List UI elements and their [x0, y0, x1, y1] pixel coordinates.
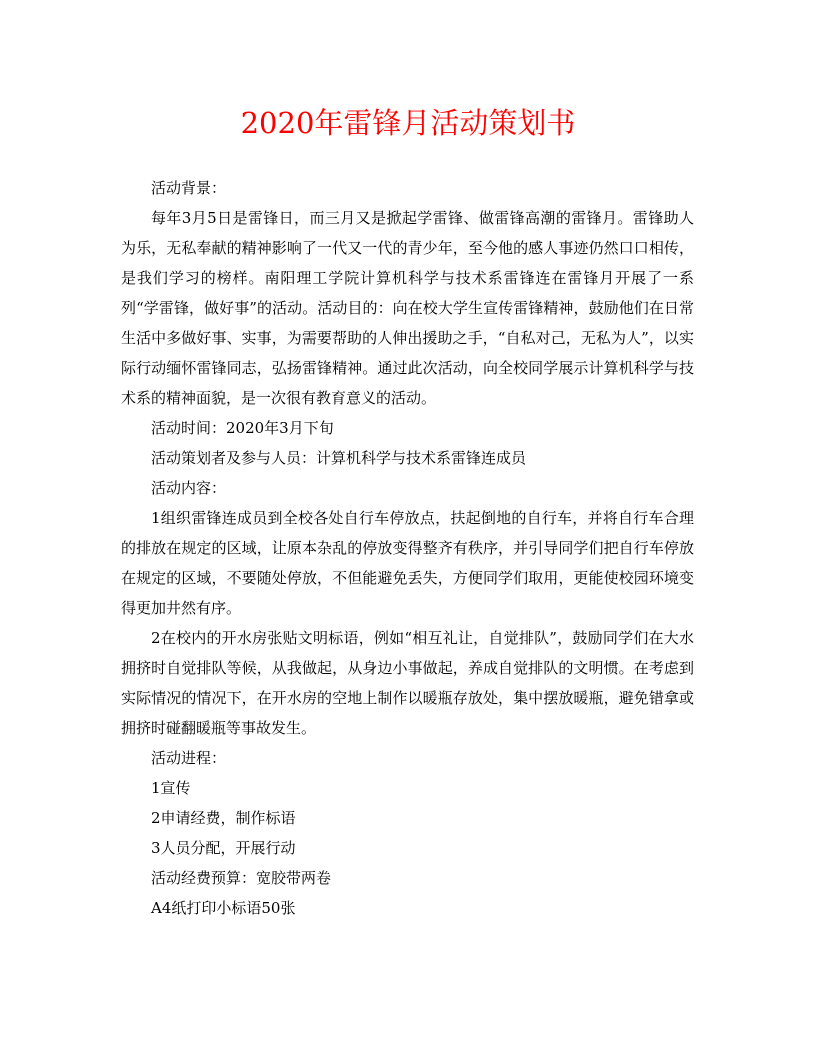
- paragraph-budget: 活动经费预算：宽胶带两卷: [151, 869, 332, 887]
- paragraph-process-step-2: 2申请经费，制作标语: [151, 809, 296, 827]
- paragraph-content-item-1: 1组织雷锋连成员到全校各处自行车停放点，扶起倒地的自行车，并将自行车合理的排放在规定的区域，让原本杂乱的停放变得整齐有秩序，并引导同学们把自行车停放在规定的区域，不要随处停放，不但能避免丢失，方便同学们取用，更能使校园环境变得更加井然有序。: [121, 509, 694, 617]
- document-body: [121, 173, 694, 923]
- paragraph-content-item-2: 2在校内的开水房张贴文明标语，例如“相互礼让，自觉排队”，鼓励同学们在大水拥挤时自觉排队等候，从我做起，从身边小事做起，养成自觉排队的文明惯。在考虑到实际情况的情况下，在开水房的空地上制作以暖瓶存放处，集中摆放暖瓶，避免错拿或拥挤时碰翻暖瓶等事故发生。: [121, 629, 694, 737]
- paragraph-process-step-1: 1宣传: [151, 779, 191, 797]
- paragraph-content-heading: 活动内容：: [151, 479, 227, 497]
- document-title: 2020年雷锋月活动策划书: [240, 106, 576, 140]
- paragraph-organizers: 活动策划者及参与人员：计算机科学与技术系雷锋连成员: [151, 449, 527, 467]
- paragraph-process-heading: 活动进程：: [151, 749, 227, 767]
- paragraph-background-text: 每年3月5日是雷锋日，而三月又是掀起学雷锋、做雷锋高潮的雷锋月。雷锋助人为乐，无私奉献的精神影响了一代又一代的青少年，至今他的感人事迹仍然口口相传，是我们学习的榜样。南阳理工学院计算机科学与技术系雷锋连在雷锋月开展了一系列“学雷锋，做好事”的活动。活动目的：向在校大学生宣传雷锋精神，鼓励他们在日常生活中多做好事、实事，为需要帮助的人伸出援助之手，“自私对己，无私为人”，以实际行动缅怀雷锋同志，弘扬雷锋精神。通过此次活动，向全校同学展示计算机科学与技术系的精神面貌，是一次很有教育意义的活动。: [121, 209, 694, 407]
- paragraph-budget-item: A4纸打印小标语50张: [151, 899, 296, 917]
- paragraph-process-step-3: 3人员分配，开展行动: [151, 839, 296, 857]
- paragraph-activity-time: 活动时间：2020年3月下旬: [151, 419, 334, 437]
- paragraph-background-heading: 活动背景：: [151, 179, 227, 197]
